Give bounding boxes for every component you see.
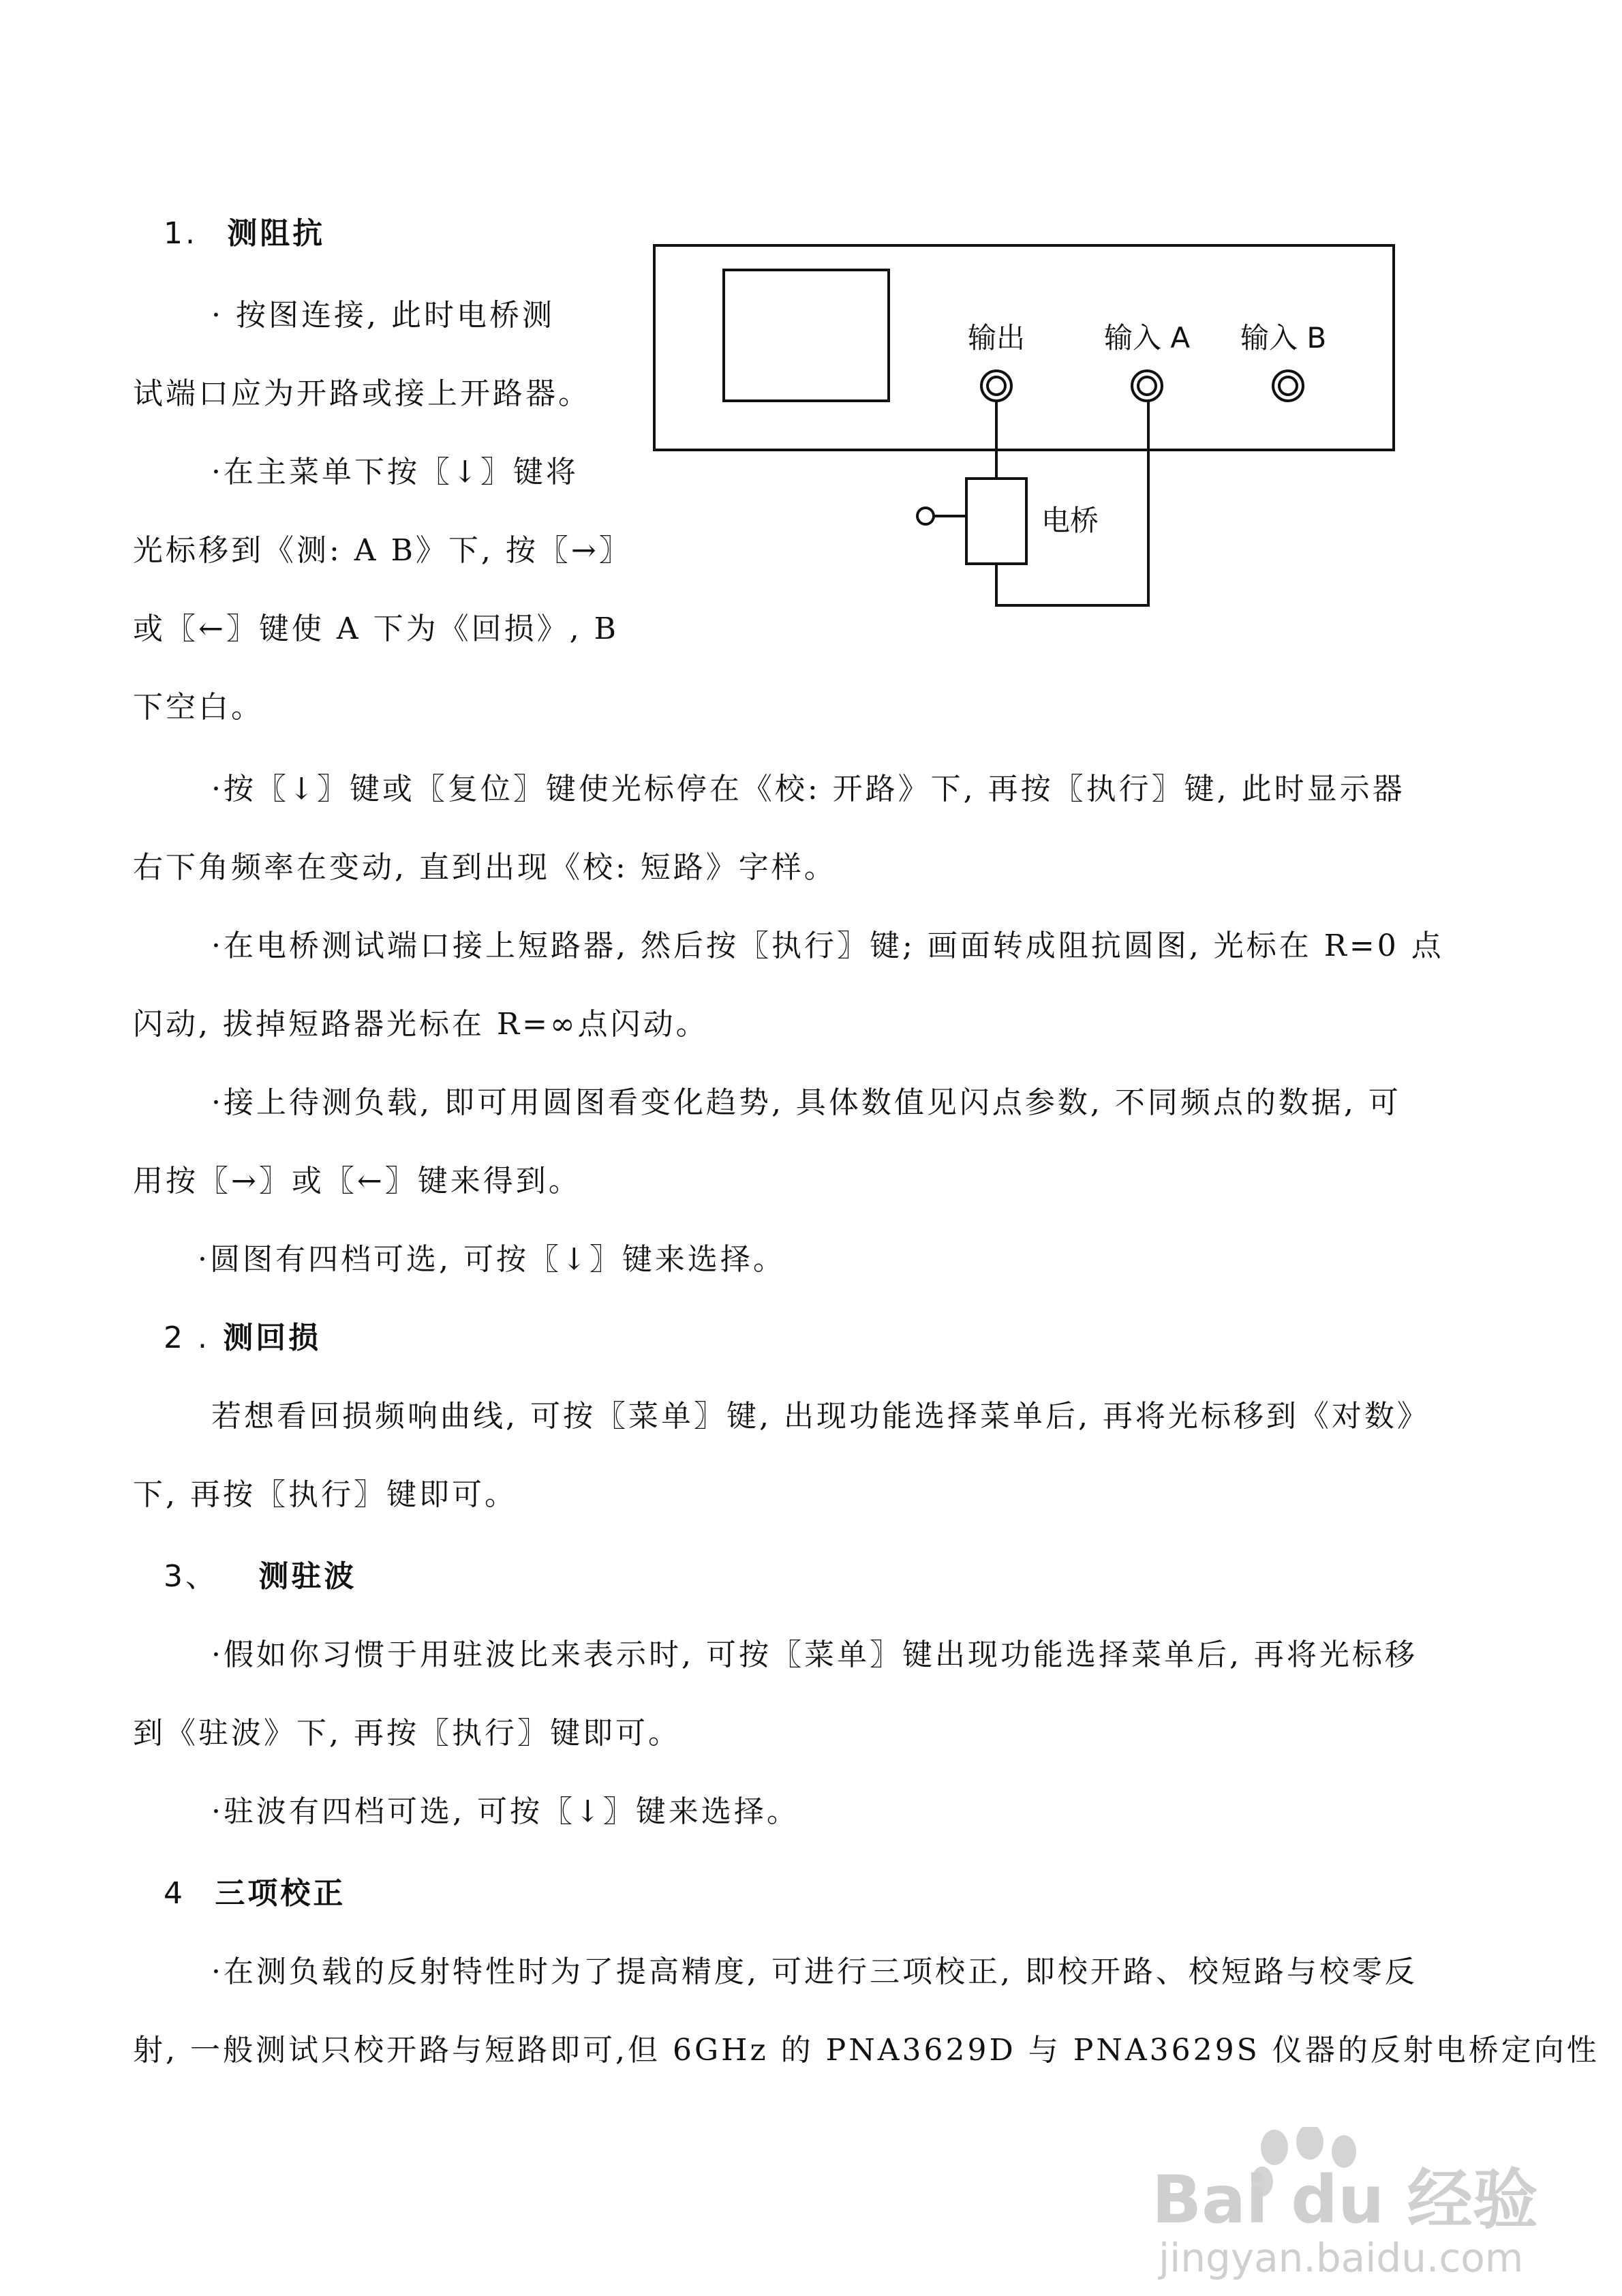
section-4-title: 三项校正 — [215, 1876, 346, 1911]
paragraph-line: 光标移到《测: A B》下, 按〖→〗 — [133, 533, 632, 568]
section-4-heading — [164, 1875, 346, 1913]
paragraph-line: ·在测负载的反射特性时为了提高精度, 可进行三项校正, 即校开路、校短路与校零反 — [211, 1954, 1418, 1989]
label-bridge: 电桥 — [1041, 504, 1099, 537]
label-input-a: 输入 A — [1104, 321, 1191, 354]
section-1-number: 1. — [164, 216, 198, 251]
section-4-number: 4 — [164, 1876, 185, 1911]
watermark-brand: Bai du 经验 — [1152, 2162, 1538, 2238]
connection-diagram — [647, 225, 1411, 627]
paragraph-line: 试端口应为开路或接上开路器。 — [133, 376, 591, 411]
paragraph-line: · 按图连接, 此时电桥测 — [211, 298, 555, 333]
input-a-cable — [996, 401, 1148, 605]
paragraph-line: 下空白。 — [133, 690, 264, 725]
paragraph-line: ·接上待测负载, 即可用圆图看变化趋势, 具体数值见闪点参数, 不同频点的数据, 可 — [211, 1085, 1401, 1120]
test-port-icon — [917, 508, 934, 524]
paragraph-line: ·圆图有四档可选, 可按〖↓〗键来选择。 — [198, 1242, 786, 1277]
paragraph-line: 射, 一般测试只校开路与短路即可,但 6GHz 的 PNA3629D 与 PNA3629S 仪器的反射电桥定向性 — [133, 2033, 1600, 2068]
paragraph-line: ·驻波有四档可选, 可按〖↓〗键来选择。 — [211, 1794, 799, 1829]
display-screen — [724, 270, 889, 401]
paragraph-line: ·按〖↓〗键或〖复位〗键使光标停在《校: 开路》下, 再按〖执行〗键, 此时显示器 — [211, 772, 1405, 806]
section-3-title: 测驻波 — [258, 1559, 357, 1594]
section-1-title: 测阻抗 — [227, 216, 326, 251]
watermark-url: jingyan.baidu.com — [1159, 2235, 1524, 2281]
section-1-heading — [164, 215, 325, 253]
paragraph-line: 下, 再按〖执行〗键即可。 — [133, 1477, 517, 1512]
section-2-title: 测回损 — [223, 1320, 322, 1355]
output-port-icon — [981, 371, 1011, 401]
baidu-jingyan-watermark — [1131, 2127, 1567, 2284]
label-output: 输出 — [968, 321, 1026, 354]
paragraph-line: ·在主菜单下按〖↓〗键将 — [211, 455, 579, 489]
paragraph-line: ·在电桥测试端口接上短路器, 然后按〖执行〗键; 画面转成阻抗圆图, 光标在 R=0 点 — [211, 928, 1444, 963]
paragraph-line: 到《驻波》下, 再按〖执行〗键即可。 — [133, 1716, 681, 1751]
section-2-heading — [164, 1319, 321, 1357]
label-input-b: 输入 B — [1240, 321, 1327, 354]
bridge-box — [966, 479, 1026, 564]
section-2-number: 2 . — [164, 1320, 210, 1355]
paragraph-line: 或〖←〗键使 A 下为《回损》, B — [133, 611, 619, 646]
section-3-number: 3、 — [164, 1559, 218, 1594]
paragraph-line: ·假如你习惯于用驻波比来表示时, 可按〖菜单〗键出现功能选择菜单后, 再将光标移 — [211, 1637, 1418, 1672]
paragraph-line: 闪动, 拔掉短路器光标在 R=∞点闪动。 — [133, 1007, 709, 1042]
paragraph-line: 用按〖→〗或〖←〗键来得到。 — [133, 1164, 581, 1198]
input-b-port-icon — [1273, 371, 1303, 401]
paragraph-line: 右下角频率在变动, 直到出现《校: 短路》字样。 — [133, 850, 837, 885]
input-a-port-icon — [1132, 371, 1162, 401]
section-3-heading — [164, 1558, 356, 1596]
paragraph-line: 若想看回损频响曲线, 可按〖菜单〗键, 出现功能选择菜单后, 再将光标移到《对数》 — [211, 1399, 1430, 1434]
